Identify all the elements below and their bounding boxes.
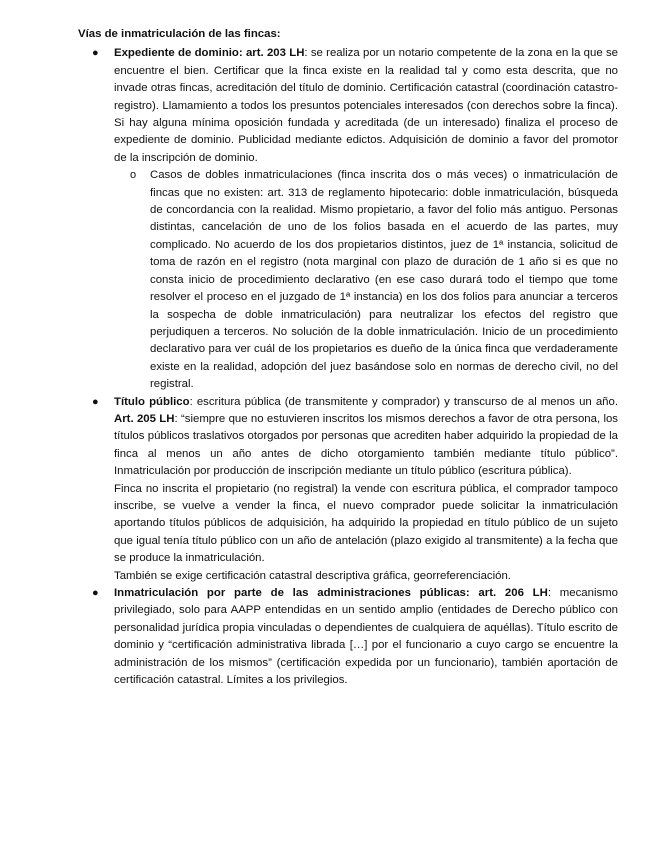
section-heading: Vías de inmatriculación de las fincas: [78,28,281,40]
sub-list [114,167,618,393]
bullet-paragraph-3: También se exige certificación catastral descriptiva gráfica, georreferenciación. [114,569,511,582]
bullet-text: : escritura pública (de transmitente y comprador) y transcurso de al menos un año. [189,395,618,408]
bullet-text-continued: : “siempre que no estuvieren inscritos los mismos derechos a favor de otra persona, los títulos públicos traslativos otorgados por personas que acrediten haber adquirido la propiedad de la finca al menos un año antes de dicho otorgamiento también mediante título público”. Inmatriculación por producción de inscripción mediante un título público (escritura pública). [114,412,619,478]
bullet-paragraph [114,394,618,481]
bullet-paragraph [114,45,618,167]
bullet-icon: ● [92,395,99,408]
bullet-icon: ● [92,47,99,60]
bullet-title: Título público [114,395,190,408]
sub-bullet-icon: o [130,169,137,182]
bullet-icon: ● [92,587,99,599]
bullet-item-administraciones-publicas [78,585,618,689]
article-reference: Art. 205 LH [114,412,175,425]
bullet-list [78,45,618,689]
sub-item-doble-inmatriculacion [114,167,618,393]
bullet-title: Expediente de dominio: art. 203 LH [114,47,305,60]
bullet-item-expediente-dominio [78,45,618,393]
bullet-paragraph [114,585,618,689]
document-page [78,26,618,689]
bullet-title: Inmatriculación por parte de las administraciones públicas: art. 206 LH [114,587,548,599]
bullet-paragraph-2: Finca no inscrita el propietario (no registral) la vende con escritura pública, el comprador tampoco inscribe, se vuelve a vender la finca, el nuevo comprador puede solicitar la inmatriculación aportando títulos públicos de adquisición, ha adquirido la propiedad en título público de un sujeto que igual tenía título público con un año de antelación (plazo exigido al transmitente) a la fecha que se produce la inmatriculación. [114,482,618,565]
bullet-item-titulo-publico [78,394,618,585]
bullet-text: : mecanismo privilegiado, solo para AAPP entendidas en un sentido amplio (entidades de Derecho público con personalidad jurídica propia vinculadas o dependientes de cualquiera de aquéllas). Título escrito de dominio y “certificación administrativa librada […] por el funcionario a cuyo cargo se encuentre la administración de los mismos” (certificación expedida por un funcionario), también aportación de certificación catastral. Límites a los privilegios. [114,587,618,687]
bullet-text: : se realiza por un notario competente de la zona en la que se encuentre el bien. Certificar que la finca existe en la realidad tal y como esta descrita, que no invade otras fincas, acreditación del título de dominio. Certificación catastral (coordinación catastro-registro). Llamamiento a todos los presuntos potenciales interesados (con derechos sobre la finca). Si hay alguna mínima oposición fundada y acreditada (de un interesado) finaliza el proceso de expediente de dominio. Publicidad mediante edictos. Adquisición de dominio a favor del promotor de la inscripción de dominio. [114,47,618,164]
sub-item-text: Casos de dobles inmatriculaciones (finca inscrita dos o más veces) o inmatriculación de fincas que no existen: art. 313 de reglamento hipotecario: doble inmatriculación, búsqueda de concordancia con la realidad. Mismo propietario, a favor del folio más antiguo. Personas distintas, cancelación de uno de los folios basada en el acuerdo de las partes, muy complicado. No acuerdo de los dos propietarios distintos, juez de 1ª instancia, solicitud de toma de razón en el registro (nota marginal con plazo de duración de 1 año si es que no consta inicio de procedimiento declarativo (en ese caso durará todo el tiempo que tome resolver el proceso en el juzgado de 1ª instancia) en los dos folios para anunciar a terceros la sospecha de doble inmatriculación) para neutralizar los efectos del registro que perjudiquen a terceros. No solución de la doble inmatriculación. Inicio de un procedimiento declarativo para ver cuál de los propietarios es dueño de la única finca que verdaderamente existe en la realidad, adopción del juez basándose solo en normas de derecho civil, no del registral. [150,169,618,391]
